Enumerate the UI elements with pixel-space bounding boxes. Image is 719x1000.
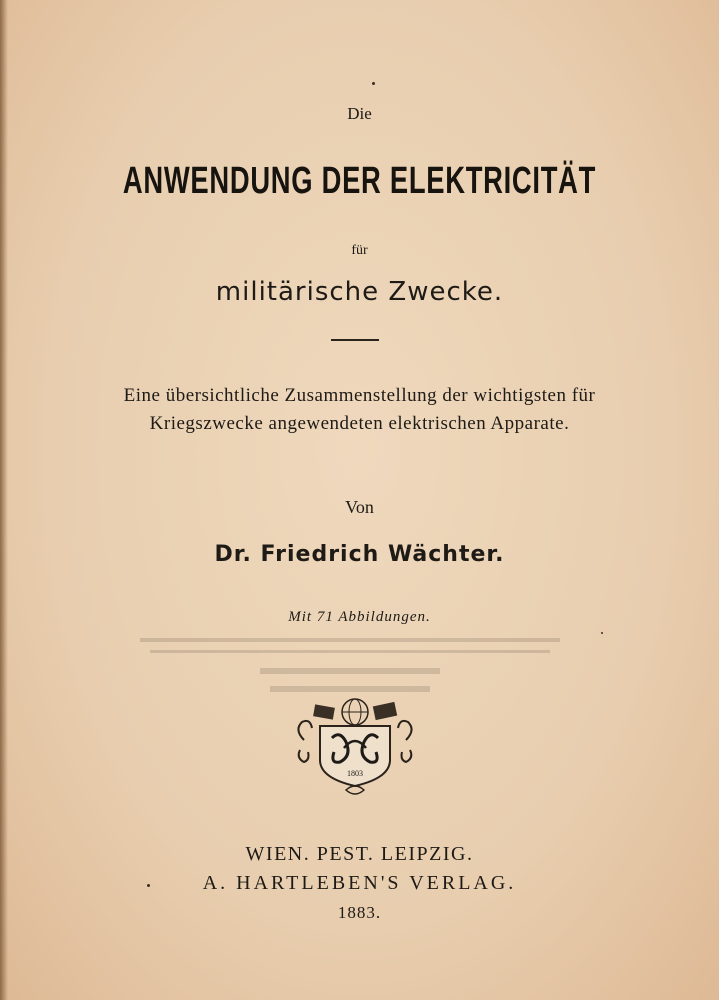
title-article: Die <box>347 104 372 123</box>
emblem-year: 1803 <box>347 769 363 778</box>
imprint-cities: WIEN. PEST. LEIPZIG. <box>245 843 474 865</box>
description-line-2: Kriegszwecke angewendeten elektrischen Apparate. <box>149 413 570 434</box>
paper-speck <box>601 632 603 634</box>
main-title: ANWENDUNG DER ELEKTRICITÄT <box>122 160 597 202</box>
illustrations-note: Mit 71 Abbildungen. <box>288 609 431 625</box>
paper-speck <box>147 884 150 887</box>
description-line-1: Eine übersichtliche Zusammenstellung der wichtigsten für <box>123 385 596 406</box>
title-preposition: für <box>351 243 368 258</box>
publisher-emblem-icon <box>294 690 416 800</box>
by-label: Von <box>345 497 374 517</box>
author-name: Dr. Friedrich Wächter. <box>214 542 505 567</box>
publisher-name: A. HARTLEBEN'S VERLAG. <box>202 872 517 894</box>
paper-speck <box>372 82 375 85</box>
separator-rule <box>331 339 379 341</box>
sub-title: militärische Zwecke. <box>215 277 504 307</box>
publication-year: 1883. <box>337 903 382 922</box>
